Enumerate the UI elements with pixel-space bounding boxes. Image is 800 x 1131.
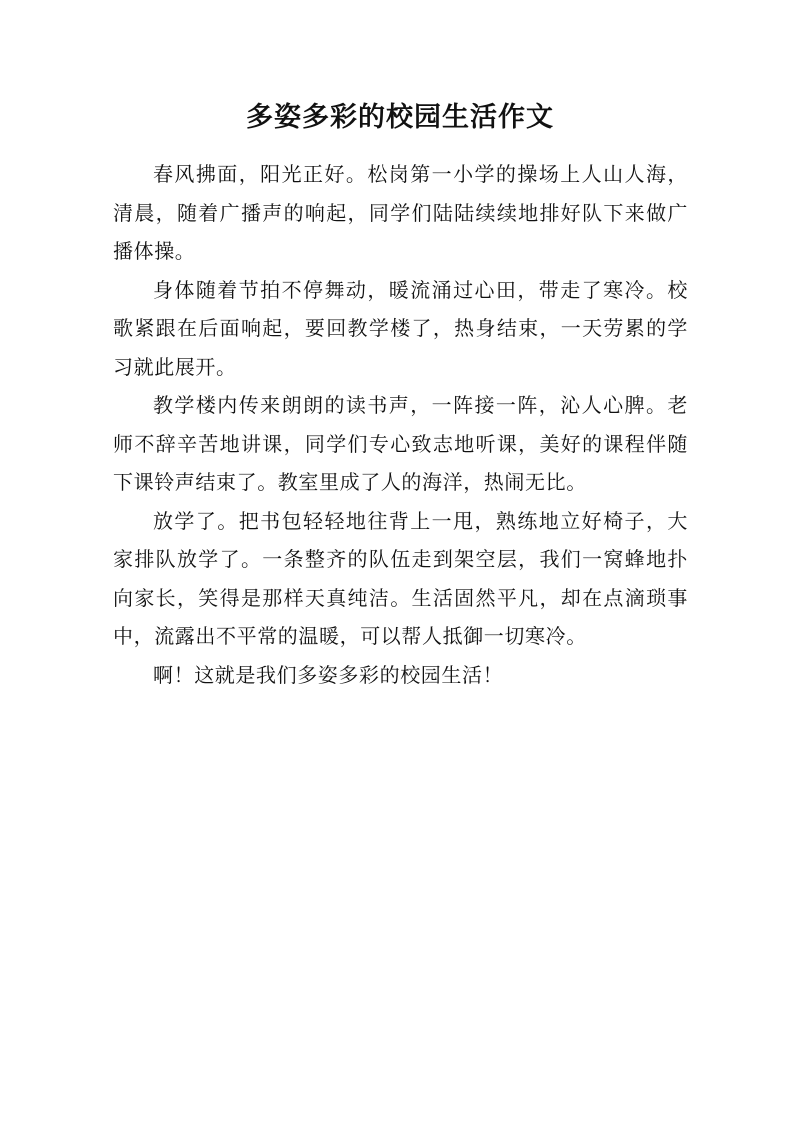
document-title: 多姿多彩的校园生活作文 <box>246 102 554 133</box>
document-body <box>113 155 688 694</box>
paragraph-2: 身体随着节拍不停舞动，暖流涌过心田，带走了寒冷。校歌紧跟在后面响起，要回教学楼了，热身结束，一天劳累的学习就此展开。 <box>113 277 688 379</box>
paragraph-3: 教学楼内传来朗朗的读书声，一阵接一阵，沁人心脾。老师不辞辛苦地讲课，同学们专心致志地听课，美好的课程伴随下课铃声结束了。教室里成了人的海洋，热闹无比。 <box>113 393 688 494</box>
paragraph-5: 啊！这就是我们多姿多彩的校园生活！ <box>153 662 504 687</box>
paragraph-1: 春风拂面，阳光正好。松岗第一小学的操场上人山人海，清晨，随着广播声的响起，同学们陆陆续续地排好队下来做广播体操。 <box>113 162 688 263</box>
paragraph-4: 放学了。把书包轻轻地往背上一甩，熟练地立好椅子，大家排队放学了。一条整齐的队伍走到架空层，我们一窝蜂地扑向家长，笑得是那样天真纯洁。生活固然平凡，却在点滴琐事中，流露出不平常的温暖，可以帮人抵御一切寒冷。 <box>113 508 688 648</box>
